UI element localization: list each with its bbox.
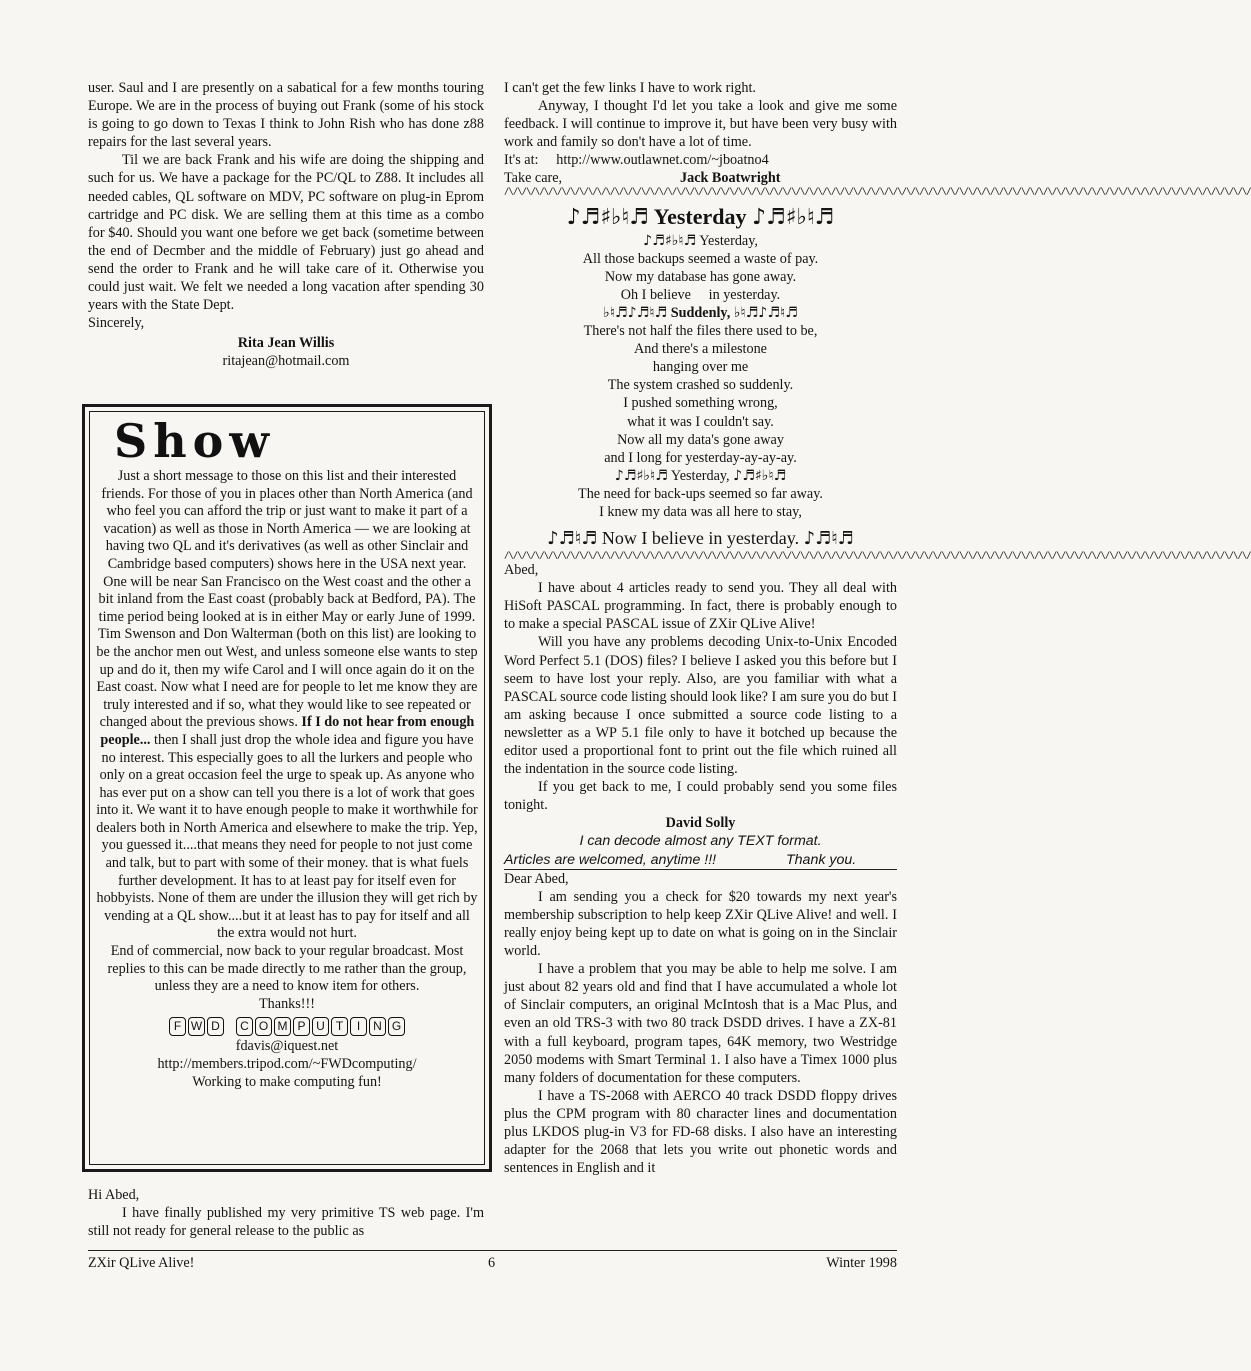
solly-paragraph: I have about 4 articles ready to send you. They all deal with HiSoft PASCAL programming. In fact, there is probably enough to to make a special PASCAL issue of ZXir QLive Alive!: [504, 580, 897, 633]
show-text-3: End of commercial, now back to your regular broadcast. Most replies to this can be made directly to me rather than the group, unless they are a need to know item for others.: [107, 943, 467, 995]
letter-greeting: Dear Abed,: [504, 870, 569, 887]
show-text-bold: If I do not hear from enough people...: [100, 714, 475, 748]
letter-text: I have finally published my very primitive TS web page. I'm still not ready for general release to the public as: [88, 1205, 484, 1240]
solly-greeting: Abed,: [504, 562, 539, 579]
music-notes-icon: ♪♬♯♭♮♬: [643, 232, 697, 249]
letter-greeting: Hi Abed,: [88, 1187, 140, 1203]
logo-key: M: [274, 1017, 291, 1036]
music-notes-icon: ♪♬♮♬: [803, 528, 854, 550]
logo-key: U: [312, 1017, 329, 1036]
web-letter-paragraph: Anyway, I thought I'd let you take a look and give me some feedback. I will continue to improve it, but have been very busy with work and family so don't have a lot of time.: [504, 98, 897, 151]
take-care: Take care,: [504, 170, 563, 187]
song-line: Oh I believe in yesterday.: [620, 286, 781, 303]
zigzag-divider: /\/\/\/\/\/\/\/\/\/\/\/\/\/\/\/\/\/\/\/\/\/\/\/\/\/\/\/\/\/\/\/\/\/\/\/\/\/\/\/\/\/\/\/\/\/\/\/\/\/\/\/\/\/\/\/\/\/\/\/\/\/\/\/\/\/\/\/\/\/\/\/\/\/\/\/\/\/\/\/\/\/\/\/\/: [504, 551, 1251, 562]
web-letter-url-line: [504, 151, 897, 169]
logo-key: O: [255, 1017, 272, 1036]
logo-key: N: [369, 1017, 386, 1036]
song-line: ♪♬♯♭♮♬ Yesterday,: [643, 232, 758, 249]
music-notes-icon: ♪♬♯♭♮♬: [566, 204, 649, 230]
logo-key: F: [169, 1017, 186, 1036]
web-letter-signoff: [504, 169, 897, 187]
page-number: 6: [488, 1255, 496, 1271]
song-line: And there's a milestone: [634, 341, 767, 358]
solly-paragraph: Will you have any problems decoding Unix-to-Unix Encoded Word Perfect 5.1 (DOS) files? I believe I asked you this before but I seem to have lost your reply. Also, are you familiar with what a PASCAL source code listing should look like? I am sure you do but I am asking because I once submitted a source code listing to a newsletter as a WP 5.1 file only to have it botched up because the editor used a proportional font to print out the file which ruined all the indentation in the source code listing.: [504, 634, 897, 778]
music-notes-icon: ♪♬♯♭♮♬: [752, 204, 835, 230]
song-title: Yesterday: [653, 203, 747, 229]
letter-paragraph: I have a problem that you may be able to help me solve. I am just about 82 years old and find that I have accumulated a whole lot of Sinclair computers, an original McIntosh that is a Mac Plus, and even an old TRS-3 with two 80 track DSDD drives. I have a ZX-81 with a full keyboard, program tapes, 64K memory, two Westridge 2050 modems with Smart Terminal 1. I also have a Timex 1000 plus many folders of documentation for these computers.: [504, 961, 897, 1086]
show-thanks: Thanks!!!: [259, 995, 315, 1012]
show-announcement-box: [82, 404, 492, 1172]
song-line: hanging over me: [652, 359, 749, 376]
its-at-label: It's at:: [504, 152, 539, 169]
left-column: [88, 79, 484, 371]
closing: Sincerely,: [88, 315, 145, 332]
song-title-line: [504, 203, 897, 232]
jack-signature: Jack Boatwright: [680, 170, 781, 187]
song-line: ♭♮♬♪♬♮♬ Suddenly, ♭♮♬♪♬♮♬: [603, 304, 798, 321]
logo-key: G: [388, 1017, 405, 1036]
show-tagline: Working to make computing fun!: [192, 1073, 382, 1090]
logo-key: C: [236, 1017, 253, 1036]
editor-reply: Articles are welcomed, anytime !!! Thank you.: [504, 851, 857, 868]
left-bottom-letter: [88, 1186, 484, 1240]
song-line: Now my database has gone away.: [604, 268, 797, 285]
logo-key: I: [350, 1017, 367, 1036]
show-text-1: Just a short message to those on this list and their interested friends. For those of you in places other than North America (and who feel you can afford the trip or just want to make it part of a vacation) as well as those in North America — we are looking at having two QL and it's derivatives (as well as other Sinclair and Cambridge based computers) shows here in the USA next year. One will be near San Francisco on the West coast and the other a bit inland from the East coast (probably back at Bedford, PA). The time period being looked at is in either May or early June of 1999. Tim Swenson and Don Walterman (both on this list) are looking to be the anchor men out West, and unless someone else wants to step up and do it, then my wife Carol and I will once again do it on the East coast. Now what I need are for people to let me know they are truly interested and if so, what they would like to see repeated or changed about the previous shows.: [96, 468, 478, 731]
footer-rule: [88, 1250, 897, 1251]
page-footer: [88, 1250, 897, 1271]
fwd-computing-logo: [96, 1017, 478, 1036]
letter-paragraph: I have a TS-2068 with AERCO 40 track DSDD floppy drives plus the CPM program with 80 character lines and documentation plus LKDOS plug-in V3 for FD-68 disks. I also have an interesting adapter for the 2068 that lets you write out phonetic words and sentences in English and it: [504, 1087, 897, 1177]
music-notes-icon: ♭♮♬♪♬♮♬: [733, 304, 798, 321]
song-line: I pushed something wrong,: [623, 395, 778, 412]
web-letter-continuation: I can't get the few links I have to work right.: [504, 80, 756, 96]
logo-word-fwd: [168, 1018, 225, 1034]
song-line: and I long for yesterday-ay-ay-ay.: [604, 449, 797, 466]
web-url: http://www.outlawnet.com/~jboatno4: [556, 152, 769, 169]
signature-email: ritajean@hotmail.com: [222, 353, 350, 370]
music-notes-icon: ♪♬♮♬: [547, 528, 598, 550]
article-continuation: user. Saul and I are presently on a sabatical for a few months touring Europe. We are in the process of buying out Frank (some of his stock is going to go down to Texas I think to John Rish who has done z88 repairs for the last several years.: [88, 80, 484, 151]
song-line: ♪♬♯♭♮♬ Yesterday, ♪♬♯♭♮♬: [614, 467, 787, 484]
letter-paragraph: I am sending you a check for $20 towards my next year's membership subscription to help keep ZXir QLive Alive! and well. I really enjoy being kept up to date on what is going on in the Sinclair world.: [504, 888, 897, 960]
logo-key: D: [207, 1017, 224, 1036]
right-column: [504, 79, 1251, 1177]
solly-paragraph: If you get back to me, I could probably send you some files tonight.: [504, 779, 897, 814]
song-line: Now all my data's gone away: [617, 431, 784, 448]
song-line: There's not half the files there used to be,: [583, 323, 818, 340]
signature-name: Rita Jean Willis: [237, 335, 335, 352]
solly-signature: David Solly: [665, 815, 736, 832]
song-line: The system crashed so suddenly.: [607, 377, 794, 394]
zigzag-divider: /\/\/\/\/\/\/\/\/\/\/\/\/\/\/\/\/\/\/\/\/\/\/\/\/\/\/\/\/\/\/\/\/\/\/\/\/\/\/\/\/\/\/\/\/\/\/\/\/\/\/\/\/\/\/\/\/\/\/\/\/\/\/\/\/\/\/\/\/\/\/\/\/\/\/\/\/\/\/\/\/\/\/\/\/: [504, 186, 1251, 197]
music-notes-icon: ♪♬♯♭♮♬: [614, 467, 668, 484]
logo-word-computing: [235, 1018, 406, 1034]
song-parody: [504, 203, 897, 553]
editor-reply: I can decode almost any TEXT format.: [579, 833, 822, 850]
footer-issue: Winter 1998: [826, 1255, 897, 1271]
show-body: [96, 468, 478, 1013]
song-final-line: ♪♬♮♬ Now I believe in yesterday. ♪♬♮♬: [547, 528, 854, 550]
footer-title: ZXir QLive Alive!: [88, 1255, 195, 1271]
song-line: what it was I couldn't say.: [627, 413, 774, 430]
logo-key: W: [188, 1017, 205, 1036]
music-notes-icon: ♭♮♬♪♬♮♬: [603, 304, 668, 321]
show-text-2: then I shall just drop the whole idea and figure you have no interest. This especially goes to all the lurkers and people who only on a great occasion feel the urge to speak up. As anyone who has ever put on a show can tell you there is a lot of work that goes into it. We want it to have enough people to make it worthwhile for dealers both in North America and elsewhere to make the trip. Yep, you guessed it....that means they need for people to not just come and talk, but to part with some of their money. that is what fuels further development. It has to at least pay for itself even for hobbyists. None of them are under the illusion they will get rich by vending at a QL show....but it at least has to pay for itself and all the extra would not hurt.: [96, 731, 478, 942]
article-paragraph: Til we are back Frank and his wife are doing the shipping and such for us. We have a package for the PC/QL to Z88. It includes all needed cables, QL software on MDV, PC software on plug-in Eprom cartridge and PC disk. We are selling them at this time as a combo for $40. Should you want one before we get back (sometime between the end of Decmber and the middle of February) just go ahead and send the order to Frank and he will take care of it. Otherwise you could just wait. We felt we needed a long vacation after spending 30 years with the State Dept.: [88, 152, 484, 314]
song-line: All those backups seemed a waste of pay.: [582, 250, 819, 267]
show-url: http://members.tripod.com/~FWDcomputing/: [157, 1056, 417, 1072]
show-title: Show: [114, 414, 275, 468]
music-notes-icon: ♪♬♯♭♮♬: [733, 467, 787, 484]
logo-key: T: [331, 1017, 348, 1036]
song-line: The need for back-ups seemed so far away.: [578, 485, 823, 502]
logo-key: P: [293, 1017, 310, 1036]
show-email: fdavis@iquest.net: [235, 1038, 339, 1055]
song-line: I knew my data was all here to stay,: [599, 503, 802, 520]
